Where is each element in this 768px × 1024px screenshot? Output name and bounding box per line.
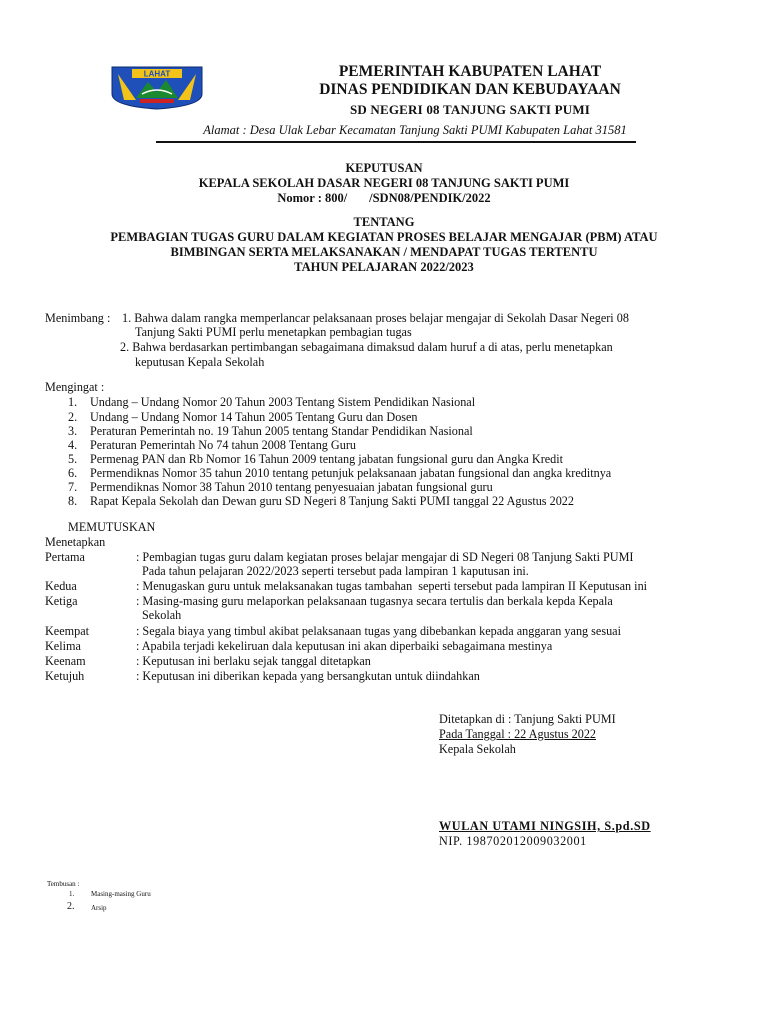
- kedua-label: Kedua: [45, 579, 77, 593]
- ketujuh-text: : Keputusan ini diberikan kepada yang bersangkutan untuk diindahkan: [136, 669, 480, 683]
- pertama-label: Pertama: [45, 550, 85, 564]
- menimbang-item-2-line-2: keputusan Kepala Sekolah: [135, 355, 265, 369]
- logo-text: LAHAT: [143, 69, 171, 79]
- menetapkan-label: Menetapkan: [45, 535, 106, 549]
- lahat-regency-logo: [104, 64, 210, 110]
- list-item: Permenag PAN dan Rb Nomor 16 Tahun 2009 tentang jabatan fungsional guru dan Angka Kredit: [90, 452, 564, 466]
- tembusan-label: Tembusan :: [47, 880, 80, 888]
- pertama-text-line-2: Pada tahun pelajaran 2022/2023 seperti tersebut pada lampiran 1 kaputusan ini.: [142, 564, 529, 578]
- list-item-number: 2.: [68, 410, 78, 424]
- letterhead-divider: [156, 141, 636, 143]
- ditetapkan-di: Ditetapkan di : Tanjung Sakti PUMI: [439, 712, 616, 726]
- list-item: Rapat Kepala Sekolah dan Dewan guru SD Negeri 8 Tanjung Sakti PUMI tanggal 22 Agustus 2022: [90, 494, 574, 508]
- keempat-label: Keempat: [45, 624, 89, 638]
- pada-tanggal: Pada Tanggal : 22 Agustus 2022: [439, 727, 597, 741]
- keempat-text: : Segala biaya yang timbul akibat pelaksanaan tugas yang dibebankan kepada anggaran yang sesuai: [136, 624, 621, 638]
- keenam-label: Keenam: [45, 654, 86, 668]
- pertama-text-line-1: : Pembagian tugas guru dalam kegiatan proses belajar mengajar di SD Negeri 08 Tanjung Sakti PUMI: [136, 550, 634, 564]
- list-item: Undang – Undang Nomor 20 Tahun 2003 Tentang Sistem Pendidikan Nasional: [90, 395, 476, 409]
- decree-title: KEPUTUSAN: [345, 161, 423, 175]
- ketiga-text-line-1: : Masing-masing guru melaporkan pelaksanaan tugasnya secara tertulis dan berkala kepda Kepala: [136, 594, 613, 608]
- list-item-number: 1.: [68, 395, 78, 409]
- tembusan-number: 2.: [67, 901, 75, 912]
- list-item-number: 5.: [68, 452, 78, 466]
- memutuskan-label: MEMUTUSKAN: [68, 520, 156, 534]
- list-item: Undang – Undang Nomor 14 Tahun 2005 Tentang Guru dan Dosen: [90, 410, 418, 424]
- tembusan-item: Arsip: [91, 904, 107, 912]
- mengingat-label: Mengingat :: [45, 380, 105, 394]
- topic-line-3: TAHUN PELAJARAN 2022/2023: [294, 260, 474, 274]
- kop-line-2: DINAS PENDIDIKAN DAN KEBUDAYAAN: [319, 81, 621, 98]
- decree-number: Nomor : 800/ /SDN08/PENDIK/2022: [277, 191, 491, 205]
- tembusan-item: Masing-masing Guru: [91, 890, 151, 898]
- topic-line-2: BIMBINGAN SERTA MELAKSANAKAN / MENDAPAT TUGAS TERTENTU: [170, 245, 598, 259]
- menimbang-item-2-line-1: 2. Bahwa berdasarkan pertimbangan sebagaimana dimaksud dalam huruf a di atas, perlu menetapkan: [120, 340, 613, 354]
- kop-line-1: PEMERINTAH KABUPATEN LAHAT: [338, 63, 602, 80]
- kelima-label: Kelima: [45, 639, 81, 653]
- ketiga-text-line-2: Sekolah: [142, 608, 182, 622]
- list-item: Peraturan Pemerintah No 74 tahun 2008 Tentang Guru: [90, 438, 356, 452]
- ketujuh-label: Ketujuh: [45, 669, 85, 683]
- kelima-text: : Apabila terjadi kekeliruan dala keputusan ini akan diperbaiki sebagaimana mestinya: [136, 639, 553, 653]
- menimbang-label: Menimbang :: [45, 311, 111, 325]
- list-item: Permendiknas Nomor 38 Tahun 2010 tentang penyesuaian jabatan fungsional guru: [90, 480, 493, 494]
- list-item-number: 4.: [68, 438, 78, 452]
- signatory-title: Kepala Sekolah: [439, 742, 516, 756]
- keenam-text: : Keputusan ini berlaku sejak tanggal ditetapkan: [136, 654, 371, 668]
- decree-subtitle: KEPALA SEKOLAH DASAR NEGERI 08 TANJUNG SAKTI PUMI: [198, 176, 570, 190]
- signatory-name: WULAN UTAMI NINGSIH, S.pd.SD: [439, 819, 651, 833]
- menimbang-item-1-line-2: Tanjung Sakti PUMI perlu menetapkan pembagian tugas: [135, 325, 412, 339]
- kop-school-name: SD NEGERI 08 TANJUNG SAKTI PUMI: [349, 102, 591, 117]
- list-item: Permendiknas Nomor 35 tahun 2010 tentang petunjuk pelaksanaan jabatan fungsional dan angka kreditnya: [90, 466, 612, 480]
- kop-address: Alamat : Desa Ulak Lebar Kecamatan Tanjung Sakti PUMI Kabupaten Lahat 31581: [203, 123, 627, 137]
- signatory-nip: NIP. 198702012009032001: [439, 834, 587, 848]
- menimbang-item-1-line-1: 1. Bahwa dalam rangka memperlancar pelaksanaan proses belajar mengajar di Sekolah Dasar Negeri 08: [122, 311, 629, 325]
- list-item-number: 3.: [68, 424, 78, 438]
- list-item-number: 7.: [68, 480, 78, 494]
- list-item: Peraturan Pemerintah no. 19 Tahun 2005 tentang Standar Pendidikan Nasional: [90, 424, 473, 438]
- list-item-number: 8.: [68, 494, 78, 508]
- ketiga-label: Ketiga: [45, 594, 78, 608]
- tentang-heading: TENTANG: [353, 215, 415, 229]
- list-item-number: 6.: [68, 466, 78, 480]
- kedua-text: : Menugaskan guru untuk melaksanakan tugas tambahan seperti tersebut pada lampiran II Keputusan ini: [136, 579, 648, 593]
- topic-line-1: PEMBAGIAN TUGAS GURU DALAM KEGIATAN PROSES BELAJAR MENGAJAR (PBM) ATAU: [110, 230, 658, 244]
- tembusan-number: 1.: [69, 890, 75, 898]
